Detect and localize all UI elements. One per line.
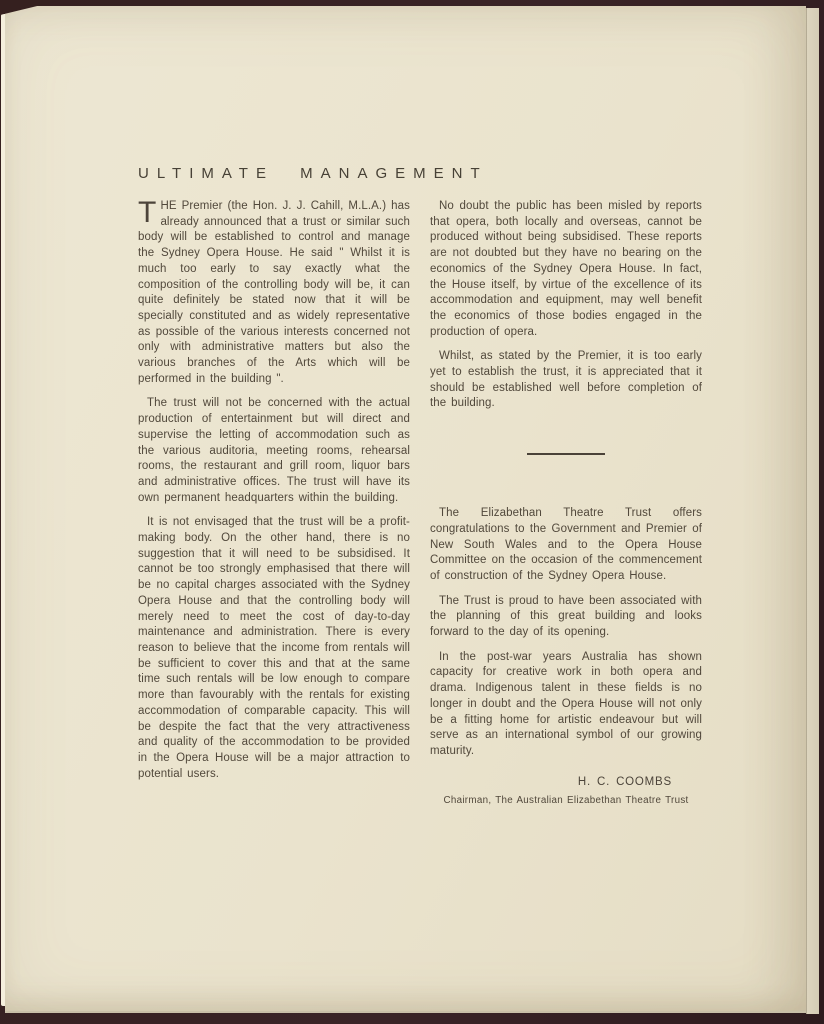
page-title: ULTIMATE MANAGEMENT (138, 165, 488, 182)
right-column (430, 199, 702, 809)
left-column (138, 196, 410, 791)
right-column-bottom-paragraphs (430, 506, 702, 760)
left-column-paragraphs (138, 396, 410, 782)
paragraph: The Trust is proud to have been associated with the planning of this great building and looks forward to the day of its opening. (430, 594, 702, 639)
paragraph: In the post-war years Australia has shown capacity for creative work in both opera and drama. Indigenous talent in these fields is no longer in doubt and the Opera House will not only be a fitting home for artistic endeavour but will serve as an international symbol of our growing maturity. (430, 650, 702, 757)
signature-name: H. C. COOMBS (577, 775, 672, 788)
paragraph: Whilst, as stated by the Premier, it is too early yet to establish the trust, it is appreciated that it should be established well before completion of the building. (430, 350, 702, 410)
paragraph: The trust will not be concerned with the actual production of entertainment but will direct and supervise the letting of accommodation such as the various auditoria, meeting rooms, rehearsal rooms, the restaurant and grill room, liquor bars and administrative offices. The trust will have its own permanent headquarters within the building. (138, 397, 410, 504)
lead-paragraph (138, 196, 410, 387)
right-column-top-paragraphs (430, 199, 702, 412)
section-divider-rule (527, 453, 605, 455)
paragraph: The Elizabethan Theatre Trust offers congratulations to the Government and Premier of New South Wales and to the Opera House Committee on the occasion of the commencement of construction of the Sydney Opera House. (430, 507, 702, 582)
signature-role: Chairman, The Australian Elizabethan Theatre Trust (443, 795, 689, 807)
lead-paragraph-text: HE Premier (the Hon. J. J. Cahill, M.L.A.) has already announced that a trust or similar such body will be established to control and manage the Sydney Opera House. He said " Whilst it is much too early to say exactly what the composition of the controlling body will be, it can quite definitely be stated now that it will be specially constituted and as widely representative as possible of the various interests concerned not only with administrative matters but also the various branches of the Arts which will be performed in the building ". (138, 200, 410, 385)
drop-cap: T (138, 196, 157, 229)
paragraph: No doubt the public has been misled by reports that opera, both locally and overseas, cannot be produced without being subsidised. These reports are not doubted but they have no bearing on the economics of the Sydney Opera House. In fact, the House itself, by virtue of the excellence of its accommodation and equipment, may well benefit the economics of those bodies engaged in the production of opera. (430, 200, 702, 338)
paragraph: It is not envisaged that the trust will be a profit-making body. On the other hand, there is no suggestion that it will need to be subsidised. It cannot be too strongly emphasised that there will be no capital charges associated with the Sydney Opera House and that the controlling body will merely need to meet the cost of day-to-day maintenance and administration. There is every reason to believe that the income from rentals will be sufficient to cover this and that at the same time such rentals will be low enough to compare more than favourably with the rentals for existing accommodation of comparable capacity. This will be despite the fact that the very attractiveness and quality of the accommodation to be provided in the Opera House will be a major attraction to potential users. (138, 516, 410, 780)
